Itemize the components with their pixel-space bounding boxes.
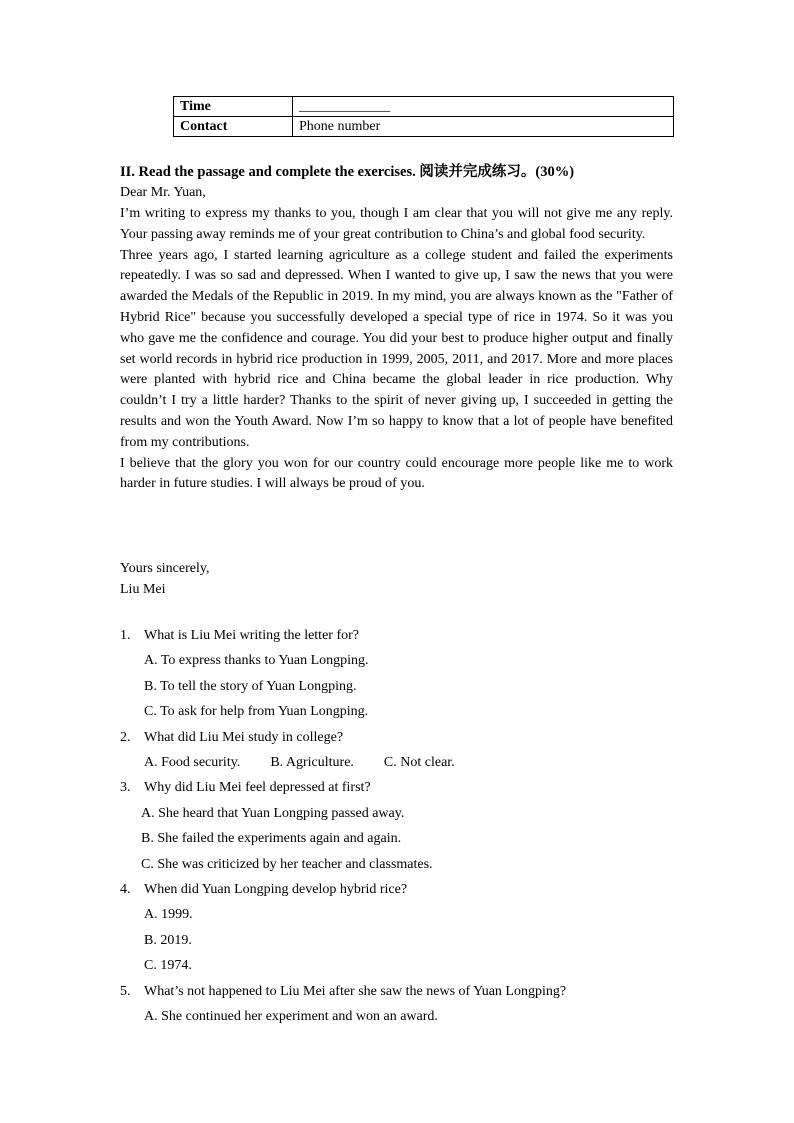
option-a: A. To express thanks to Yuan Longping. (144, 653, 369, 669)
question-4 (120, 877, 680, 979)
letter-paragraph: I believe that the glory you won for our country could encourage more people like me to work harder in future studies. I will always be proud of you. (120, 455, 673, 492)
question-list (120, 623, 680, 1030)
letter-body (120, 204, 673, 495)
option-b: B. To tell the story of Yuan Longping. (144, 678, 357, 694)
option-a: A. She continued her experiment and won an award. (144, 1009, 438, 1025)
option-c: C. To ask for help from Yuan Longping. (144, 704, 369, 720)
table-label-time: Time (174, 97, 293, 117)
question-number: 2. (120, 729, 131, 745)
option-b: B. She failed the experiments again and again. (141, 831, 402, 847)
question-text: What’s not happened to Liu Mei after she saw the news of Yuan Longping? (144, 983, 567, 999)
table-row (174, 97, 674, 117)
question-5 (120, 979, 680, 1030)
option-a: A. 1999. (144, 907, 193, 923)
question-3 (120, 775, 680, 877)
inline-options (120, 750, 680, 775)
letter-paragraph: I’m writing to express my thanks to you, though I am clear that you will not give me any reply. Your passing away reminds me of your great contribution to China’s and global food security. (120, 206, 673, 242)
option-b: B. 2019. (144, 932, 192, 948)
option-c: C. Not clear. (383, 755, 455, 771)
question-text: What did Liu Mei study in college? (144, 729, 344, 745)
question-1 (120, 623, 680, 725)
option-a: A. Food security. (144, 755, 241, 771)
table-row (174, 117, 674, 137)
table-value-time: _____________ (293, 97, 674, 117)
option-b: B. Agriculture. (270, 755, 354, 771)
question-number: 1. (120, 628, 131, 643)
letter-paragraph: Three years ago, I started learning agriculture as a college student and failed the experiments repeatedly. I was so sad and depressed. When I wanted to give up, I saw the news that you were awarded the Medals of the Republic in 2019. In my mind, you are always known as the "Father of Hybrid Rice" because you successfully developed a special type of rice in 1974. So it was you who gave me the confidence and courage. You did your best to produce higher output and finally set world records in hybrid rice production in 1999, 2005, 2011, and 2017. More and more places were planted with hybrid rice and China became the global leader in rice production. Why couldn’t I try a little harder? Thanks to the spirit of never giving up, I succeeded in getting the results and won the Youth Award. Now I’m so happy to know that a lot of people have benefited from my contributions. (120, 247, 673, 450)
letter-closing-block (120, 558, 673, 600)
letter-closing: Yours sincerely, (120, 561, 210, 576)
option-a: A. She heard that Yuan Longping passed away. (141, 805, 405, 821)
question-number: 4. (120, 882, 131, 898)
question-text: What is Liu Mei writing the letter for? (144, 628, 359, 643)
question-2 (120, 725, 680, 776)
section-heading: II. Read the passage and complete the exercises. 阅读并完成练习。(30%) (120, 164, 575, 180)
table-label-contact: Contact (174, 117, 293, 137)
letter-greeting: Dear Mr. Yuan, (120, 185, 206, 200)
question-text: Why did Liu Mei feel depressed at first? (144, 780, 371, 796)
info-table (173, 96, 674, 137)
option-c: C. 1974. (144, 958, 192, 974)
option-c: C. She was criticized by her teacher and classmates. (141, 856, 433, 872)
question-number: 3. (120, 780, 131, 796)
letter-signature: Liu Mei (120, 582, 166, 597)
table-value-contact: Phone number (293, 117, 674, 137)
question-number: 5. (120, 983, 131, 999)
question-text: When did Yuan Longping develop hybrid rice? (144, 882, 408, 898)
